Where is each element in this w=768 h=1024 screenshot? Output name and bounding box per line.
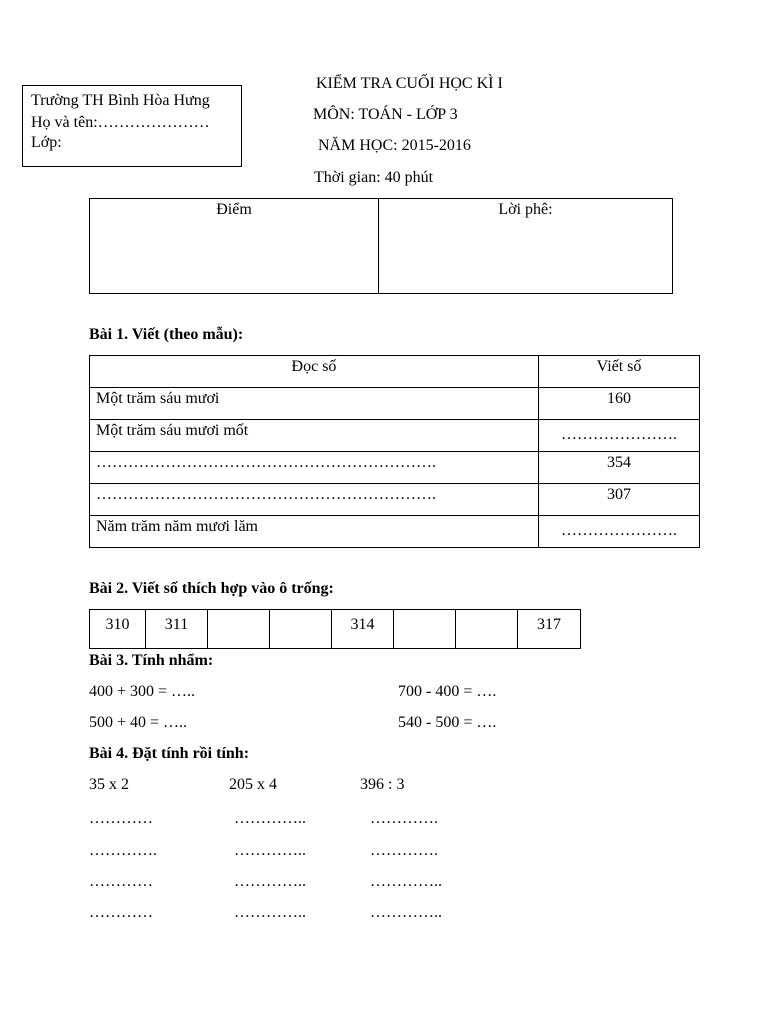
bai4-answer-line: …………. (370, 842, 438, 859)
bai1-row-read: Một trăm sáu mươi (90, 388, 539, 420)
bai4-problem: 396 : 3 (360, 776, 405, 793)
bai4-answer-line: …………. (370, 810, 438, 827)
bai1-row-write: 160 (539, 388, 700, 420)
number-box (270, 610, 332, 649)
number-box (456, 610, 518, 649)
score-table (89, 198, 673, 294)
comment-label: Lời phê: (498, 201, 553, 218)
bai1-row-read: ………………………………………………………. (90, 484, 539, 516)
number-box: 314 (332, 610, 394, 649)
bai4-answer-line: ………….. (234, 904, 306, 921)
exam-subject: MÔN: TOÁN - LỚP 3 (313, 106, 458, 123)
school-name: Trường TH Bình Hòa Hưng (31, 92, 210, 109)
exam-year: NĂM HỌC: 2015-2016 (318, 137, 471, 154)
bai4-answer-line: ………… (89, 904, 153, 921)
bai3-expression: 700 - 400 = …. (398, 683, 497, 700)
bai1-row-read: Năm trăm năm mươi lăm (90, 516, 539, 548)
bai1-row-read: Một trăm sáu mươi mốt (90, 420, 539, 452)
exam-time: Thời gian: 40 phút (314, 169, 434, 186)
bai3-title: Bài 3. Tính nhẩm: (89, 652, 214, 669)
bai4-problem: 35 x 2 (89, 776, 129, 793)
bai1-row-write: …………………. (539, 420, 700, 452)
student-name-field: Họ và tên:………………… (31, 114, 210, 131)
exam-title: KIỂM TRA CUỐI HỌC KÌ I (316, 75, 503, 92)
number-box: 311 (146, 610, 208, 649)
number-box (394, 610, 456, 649)
score-label: Điểm (216, 201, 252, 218)
bai1-header-read: Đọc số (90, 356, 539, 388)
bai1-title: Bài 1. Viết (theo mẫu): (89, 326, 244, 343)
bai4-problem: 205 x 4 (229, 776, 277, 793)
bai4-answer-line: ………….. (234, 810, 306, 827)
bai4-answer-line: ………….. (234, 873, 306, 890)
bai4-answer-line: ………….. (234, 842, 306, 859)
bai4-title: Bài 4. Đặt tính rồi tính: (89, 745, 250, 762)
bai3-expression: 400 + 300 = ….. (89, 683, 196, 700)
number-box: 317 (518, 610, 581, 649)
bai4-answer-line: ………… (89, 810, 153, 827)
bai4-answer-line: ………….. (370, 873, 442, 890)
number-box (208, 610, 270, 649)
bai1-row-read: ………………………………………………………. (90, 452, 539, 484)
bai1-row-write: 354 (539, 452, 700, 484)
bai3-expression: 500 + 40 = ….. (89, 714, 188, 731)
bai1-row-write: 307 (539, 484, 700, 516)
bai4-answer-line: ………….. (370, 904, 442, 921)
bai4-answer-line: ………… (89, 873, 153, 890)
bai3-expression: 540 - 500 = …. (398, 714, 497, 731)
score-cell (90, 199, 379, 294)
bai1-row-write: …………………. (539, 516, 700, 548)
bai1-header-write: Viết số (539, 356, 700, 388)
bai2-title: Bài 2. Viết số thích hợp vào ô trống: (89, 580, 334, 597)
bai4-answer-line: …………. (89, 842, 157, 859)
school-info-box (22, 85, 242, 167)
bai1-table (89, 355, 700, 548)
number-box: 310 (90, 610, 146, 649)
student-class-field: Lớp: (31, 134, 62, 151)
bai2-number-row (89, 609, 581, 649)
comment-cell (379, 199, 673, 294)
